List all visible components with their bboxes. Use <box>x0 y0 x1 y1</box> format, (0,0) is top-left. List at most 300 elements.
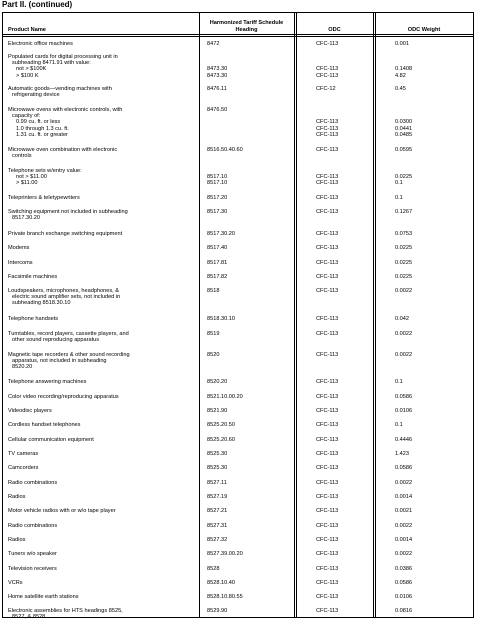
odc-cell <box>316 451 338 457</box>
odc-cell-value: CFC-113 <box>316 566 339 572</box>
odc-cell-value: CFC-113 <box>316 523 339 529</box>
odc-weight-cell <box>395 465 412 471</box>
odc-weight-cell <box>395 422 403 428</box>
odc-weight-cell-value: 0.0586 <box>395 394 413 400</box>
odc-cell <box>316 168 338 187</box>
hts-cell-value: 8517.40 <box>207 245 228 251</box>
odc-weight-cell-value: 0.1 <box>395 422 403 428</box>
odc-cell <box>316 437 338 443</box>
hts-cell <box>207 54 227 79</box>
odc-cell <box>316 41 338 47</box>
odc-weight-cell-value: 0.0753 <box>395 231 413 237</box>
odc-weight-cell <box>395 54 412 79</box>
odc-cell <box>316 480 338 486</box>
odc-weight-cell <box>395 352 412 358</box>
odc-cell <box>316 245 338 251</box>
hts-cell-value <box>207 132 227 138</box>
odc-cell-value: CFC-113 <box>316 451 339 457</box>
product-line: Camcorders <box>8 465 39 471</box>
product-name-cell <box>8 41 198 47</box>
table-header <box>3 13 473 37</box>
hts-cell <box>207 608 227 614</box>
product-line: Telephone answering machines <box>8 379 87 385</box>
product-line: VCRs <box>8 580 23 586</box>
hts-cell-value: 8517.30 <box>207 209 228 215</box>
column-divider <box>294 13 297 617</box>
odc-cell <box>316 107 338 138</box>
hts-cell <box>207 566 219 572</box>
odc-cell <box>316 608 338 614</box>
hts-cell-value: 8528.10.80.55 <box>207 594 243 600</box>
hts-cell <box>207 331 219 337</box>
hts-cell-value: 8519 <box>207 331 220 337</box>
hts-cell-value: 8517.10 <box>207 174 228 181</box>
product-name-cell <box>8 437 198 443</box>
odc-weight-cell <box>395 451 409 457</box>
product-name-cell <box>8 394 198 400</box>
product-name-cell <box>8 209 198 221</box>
odc-weight-cell-value: 0.0816 <box>395 608 413 614</box>
odc-cell <box>316 537 338 543</box>
odc-weight-cell-value: 0.0441 <box>395 125 413 132</box>
product-line: not > $11.00 <box>16 174 47 181</box>
hts-cell-value: 8525.30 <box>207 451 228 457</box>
odc-weight-cell-value: 0.0106 <box>395 594 413 600</box>
odc-weight-cell-value: 0.1408 <box>395 66 413 73</box>
odc-cell-value: CFC-113 <box>316 551 339 557</box>
odc-weight-cell <box>395 288 412 294</box>
odc-weight-cell <box>395 580 412 586</box>
odc-weight-cell-value: 0.042 <box>395 316 409 322</box>
product-line: subheading 8518.30.10 <box>12 300 71 307</box>
product-name-cell <box>8 408 198 414</box>
odc-weight-cell-value: 0.0300 <box>395 119 413 126</box>
product-name-cell <box>8 195 198 201</box>
odc-weight-cell-value: 0.0386 <box>395 566 413 572</box>
product-line: 0.99 cu. ft. or less <box>16 119 61 126</box>
odc-cell <box>316 408 338 414</box>
odc-cell-value: CFC-113 <box>316 494 339 500</box>
product-line: 8520.20 <box>12 364 33 371</box>
hts-cell-value: 8528 <box>207 566 220 572</box>
hts-cell <box>207 107 227 138</box>
odc-weight-cell-value: 0.0225 <box>395 174 413 181</box>
hts-cell <box>207 316 235 322</box>
product-line: Intercoms <box>8 260 33 266</box>
header-hts: Harmonized Tariff Schedule Heading <box>209 20 284 33</box>
product-line: capacity of: <box>12 113 41 120</box>
hts-cell-value: 8473.30 <box>207 66 228 73</box>
product-name-cell <box>8 566 198 572</box>
odc-weight-cell <box>395 494 412 500</box>
product-name-cell <box>8 316 198 322</box>
hts-cell <box>207 41 219 47</box>
product-line: Teleprinters & teletypewriters <box>8 195 80 201</box>
product-line: Radios <box>8 494 26 500</box>
odc-weight-cell-value: 0.0225 <box>395 260 413 266</box>
product-name-cell <box>8 523 198 529</box>
hts-cell-value: 8525.30 <box>207 465 228 471</box>
product-name-cell <box>8 580 198 586</box>
hts-cell-value: 8527.19 <box>207 494 228 500</box>
product-line: not > $100K <box>16 66 47 73</box>
odc-cell <box>316 54 338 79</box>
odc-cell <box>316 209 338 215</box>
odc-cell <box>316 580 338 586</box>
hts-cell-value: 8529.90 <box>207 608 228 614</box>
header-product: Product Name <box>8 26 46 33</box>
odc-cell <box>316 465 338 471</box>
odc-weight-cell <box>395 608 412 614</box>
product-line: refrigerating device <box>12 92 60 99</box>
hts-cell-value: 8518 <box>207 288 220 294</box>
odc-cell-value: CFC-113 <box>316 147 339 153</box>
odc-weight-cell-value: 0.0022 <box>395 331 413 337</box>
hts-cell-value: 8525.20.60 <box>207 437 235 443</box>
hts-cell <box>207 147 243 153</box>
product-line: controls <box>12 153 32 160</box>
hts-cell-value: 8527.31 <box>207 523 228 529</box>
odc-weight-cell-value: 0.4446 <box>395 437 413 443</box>
odc-weight-cell <box>395 379 403 385</box>
hts-cell-value: 8527.39.00.20 <box>207 551 243 557</box>
odc-cell <box>316 274 338 280</box>
column-divider <box>373 13 376 617</box>
product-line: Automatic goods—vending machines with <box>8 86 112 92</box>
odc-weight-cell <box>395 537 412 543</box>
product-line: Switching equipment not included in subheading <box>8 209 128 215</box>
odc-cell <box>316 551 338 557</box>
odc-weight-cell-value: 0.0022 <box>395 551 413 557</box>
hts-cell-value: 8521.10.00.20 <box>207 394 243 400</box>
product-name-cell <box>8 274 198 280</box>
product-name-cell <box>8 551 198 557</box>
product-line: apparatus, not included in subheading <box>12 358 107 365</box>
odc-weight-cell <box>395 316 409 322</box>
product-name-cell <box>8 508 198 514</box>
odc-cell-value: CFC-113 <box>316 66 339 73</box>
odc-cell <box>316 352 338 358</box>
odc-weight-cell-value: 0.0022 <box>395 352 413 358</box>
odc-cell-value: CFC-113 <box>316 245 339 251</box>
product-line: TV cameras <box>8 451 39 457</box>
hts-cell <box>207 451 227 457</box>
odc-cell-value: CFC-113 <box>316 231 339 237</box>
odc-cell-value: CFC-113 <box>316 316 339 322</box>
product-line: Radio combinations <box>8 523 58 529</box>
odc-weight-cell-value: 0.0022 <box>395 480 413 486</box>
hts-cell <box>207 379 227 385</box>
odc-cell-value: CFC-113 <box>316 331 339 337</box>
odc-cell-value: CFC-113 <box>316 379 339 385</box>
product-line: Loudspeakers, microphones, headphones, & <box>8 288 120 294</box>
hts-cell-value: 8517.82 <box>207 274 228 280</box>
product-name-cell <box>8 54 198 79</box>
product-line: Radios <box>8 537 26 543</box>
odc-weight-cell <box>395 508 412 514</box>
odc-weight-cell <box>395 551 412 557</box>
product-line: Facsimile machines <box>8 274 58 280</box>
odc-cell <box>316 422 338 428</box>
product-line: Private branch exchange switching equipment <box>8 231 123 237</box>
hts-cell-value: 8476.11 <box>207 86 227 92</box>
hts-cell-value: 8516.50.40.60 <box>207 147 243 153</box>
product-line: Motor vehicle radios with or w/o tape player <box>8 508 116 514</box>
hts-cell-value: 8517.81 <box>207 260 228 266</box>
odc-weight-cell-value: 1.423 <box>395 451 409 457</box>
odc-weight-cell <box>395 245 412 251</box>
odc-cell-value: CFC-113 <box>316 131 339 138</box>
product-name-cell <box>8 107 198 138</box>
odc-cell-value: CFC-113 <box>316 195 339 201</box>
product-line: 1.0 through 1.3 cu. ft. <box>16 125 69 132</box>
odc-weight-cell-value: 0.0225 <box>395 274 413 280</box>
odc-weight-cell <box>395 107 412 138</box>
odc-weight-cell <box>395 260 412 266</box>
product-line: other sound reproducing apparatus <box>12 337 100 344</box>
product-line: Radio combinations <box>8 480 58 486</box>
odc-cell-value: CFC-113 <box>316 465 339 471</box>
hts-cell <box>207 168 227 187</box>
odc-cell-value: CFC-113 <box>316 288 339 294</box>
product-line: > $100 K <box>16 72 39 79</box>
hts-cell-value: 8527.11 <box>207 480 227 486</box>
product-line: Telephone sets w/entry value: <box>8 168 82 174</box>
odc-weight-cell <box>395 480 412 486</box>
odc-weight-cell <box>395 408 412 414</box>
hts-cell <box>207 580 235 586</box>
hts-cell <box>207 422 235 428</box>
odc-cell <box>316 508 338 514</box>
odc-weight-cell <box>395 209 412 215</box>
odc-cell-value: CFC-113 <box>316 580 339 586</box>
odc-weight-cell-value: 0.1 <box>395 379 403 385</box>
product-name-cell <box>8 86 198 98</box>
odc-cell-value: CFC-113 <box>316 608 339 614</box>
odc-weight-cell-value: 0.001 <box>395 41 409 47</box>
odc-cell-value: CFC-113 <box>316 125 339 132</box>
odc-weight-cell-value: 0.0021 <box>395 508 413 514</box>
hts-cell <box>207 437 235 443</box>
product-name-cell <box>8 608 198 620</box>
odc-cell-value: CFC-113 <box>316 422 339 428</box>
odc-weight-cell-value: 4.82 <box>395 72 406 79</box>
product-line: Cordless handset telephones <box>8 422 81 428</box>
header-odc: ODC <box>328 26 341 33</box>
odc-cell-value: CFC-113 <box>316 174 339 181</box>
odc-weight-cell-value: 0.0485 <box>395 131 413 138</box>
odc-cell <box>316 394 338 400</box>
product-name-cell <box>8 260 198 266</box>
hts-cell-value: 8520 <box>207 352 220 358</box>
hts-cell <box>207 465 227 471</box>
odc-cell-value: CFC-113 <box>316 180 339 187</box>
product-name-cell <box>8 168 198 187</box>
product-line: 8517.30.20 <box>12 215 40 222</box>
column-divider <box>199 13 200 617</box>
odc-cell <box>316 86 336 92</box>
odc-weight-cell-value: 0.0022 <box>395 523 413 529</box>
hts-cell <box>207 260 227 266</box>
odc-weight-cell-value: 0.0586 <box>395 465 413 471</box>
hts-cell <box>207 394 243 400</box>
hts-cell <box>207 288 219 294</box>
product-line: 8527, & 8528 <box>12 614 46 621</box>
odc-weight-cell <box>395 566 412 572</box>
hts-cell <box>207 245 227 251</box>
odc-weight-cell-value: 0.0595 <box>395 147 413 153</box>
odc-weight-cell <box>395 437 412 443</box>
odc-cell <box>316 594 338 600</box>
product-name-cell <box>8 245 198 251</box>
product-name-cell <box>8 494 198 500</box>
odc-cell-value: CFC-113 <box>316 274 339 280</box>
product-name-cell <box>8 352 198 371</box>
product-line: Videodisc players <box>8 408 52 414</box>
odc-weight-cell-value: 0.1267 <box>395 209 413 215</box>
odc-cell-value: CFC-113 <box>316 508 339 514</box>
odc-table <box>2 12 474 621</box>
odc-cell <box>316 566 338 572</box>
odc-cell <box>316 195 338 201</box>
product-name-cell <box>8 288 198 307</box>
hts-cell-value: 8525.20.50 <box>207 422 235 428</box>
header-weight: ODC Weight <box>407 26 441 33</box>
hts-cell <box>207 86 227 92</box>
product-line: Turntables, record players, cassette players, and <box>8 331 129 337</box>
product-line: Microwave oven combination with electronic <box>8 147 118 153</box>
product-line: Tuners w/o speaker <box>8 551 57 557</box>
product-line: Modems <box>8 245 30 251</box>
product-line: electric sound amplifier sets, not included in <box>12 294 121 301</box>
product-line: subheading 8471.91 with value: <box>12 60 91 67</box>
hts-cell-value: 8517.30.20 <box>207 231 235 237</box>
hts-cell <box>207 480 227 486</box>
odc-cell-value: CFC-113 <box>316 209 339 215</box>
hts-cell-value: 8528.10.40 <box>207 580 235 586</box>
product-name-cell <box>8 231 198 237</box>
odc-cell <box>316 288 338 294</box>
hts-cell <box>207 195 227 201</box>
odc-cell-value: CFC-113 <box>316 408 339 414</box>
odc-weight-cell-value: 0.0014 <box>395 537 413 543</box>
odc-weight-cell <box>395 168 412 187</box>
product-name-cell <box>8 422 198 428</box>
odc-weight-cell <box>395 594 412 600</box>
hts-cell <box>207 274 227 280</box>
odc-cell <box>316 379 338 385</box>
hts-cell-value: 8517.20 <box>207 195 228 201</box>
odc-cell-value: CFC-113 <box>316 594 339 600</box>
odc-cell <box>316 260 338 266</box>
hts-cell-value: 8473.30 <box>207 72 228 79</box>
odc-weight-cell-value: 0.45 <box>395 86 406 92</box>
odc-cell <box>316 331 338 337</box>
product-line: Color video recording/reproducing apparatus <box>8 394 119 400</box>
odc-cell-value: CFC-113 <box>316 260 339 266</box>
odc-cell <box>316 494 338 500</box>
hts-cell-value: 8521.90 <box>207 408 228 414</box>
odc-weight-cell <box>395 394 412 400</box>
hts-cell <box>207 494 227 500</box>
odc-weight-cell <box>395 147 412 153</box>
product-line: Electronic office machines <box>8 41 73 47</box>
product-name-cell <box>8 480 198 486</box>
product-name-cell <box>8 379 198 385</box>
product-line: Magnetic tape recorders & other sound recording <box>8 352 130 358</box>
odc-cell-value: CFC-113 <box>316 41 339 47</box>
odc-weight-cell-value: 0.0225 <box>395 245 413 251</box>
odc-weight-cell <box>395 231 412 237</box>
odc-weight-cell <box>395 274 412 280</box>
odc-weight-cell <box>395 41 409 47</box>
hts-cell <box>207 209 227 215</box>
product-name-cell <box>8 331 198 343</box>
hts-cell-value: 8517.10 <box>207 180 228 187</box>
hts-cell-value: 8472 <box>207 41 220 47</box>
hts-cell-value: 8527.32 <box>207 537 228 543</box>
odc-cell-value: CFC-113 <box>316 437 339 443</box>
odc-weight-cell <box>395 523 412 529</box>
hts-cell-value: 8520.20 <box>207 379 228 385</box>
product-name-cell <box>8 147 198 159</box>
odc-cell <box>316 523 338 529</box>
hts-cell <box>207 594 243 600</box>
hts-cell <box>207 352 219 358</box>
product-name-cell <box>8 451 198 457</box>
product-line: Cellular communication equipment <box>8 437 94 443</box>
hts-cell <box>207 537 227 543</box>
odc-weight-cell-value: 0.0106 <box>395 408 413 414</box>
part-title: Part II. (continued) <box>2 0 73 9</box>
odc-cell-value: CFC-113 <box>316 480 339 486</box>
odc-cell-value: CFC-113 <box>316 119 339 126</box>
odc-weight-cell <box>395 86 406 92</box>
odc-weight-cell <box>395 331 412 337</box>
product-line: Television receivers <box>8 566 57 572</box>
hts-cell-value: 8527.21 <box>207 508 228 514</box>
odc-weight-cell-value: 0.0014 <box>395 494 413 500</box>
odc-cell-value: CFC-113 <box>316 394 339 400</box>
product-name-cell <box>8 537 198 543</box>
hts-cell <box>207 551 243 557</box>
product-name-cell <box>8 594 198 600</box>
product-line: Electronic assemblies for HTS headings 8525, <box>8 608 123 614</box>
odc-weight-cell-value: 0.1 <box>395 180 403 187</box>
product-line: Telephone handsets <box>8 316 59 322</box>
odc-cell-value: CFC-12 <box>316 86 336 92</box>
product-line: Home satellite earth stations <box>8 594 79 600</box>
product-line: Microwave ovens with electronic controls, with <box>8 107 123 113</box>
odc-cell-value: CFC-113 <box>316 352 339 358</box>
product-line: Populated cards for digital processing unit in <box>8 54 118 60</box>
hts-cell <box>207 508 227 514</box>
odc-cell <box>316 316 338 322</box>
hts-cell <box>207 231 235 237</box>
odc-cell-value: CFC-113 <box>316 72 339 79</box>
product-name-cell <box>8 465 198 471</box>
odc-cell <box>316 231 338 237</box>
hts-cell <box>207 408 227 414</box>
odc-weight-cell-value: 0.0022 <box>395 288 413 294</box>
odc-weight-cell <box>395 195 403 201</box>
product-line: > $11.00 <box>16 180 38 187</box>
hts-cell-value: 8518.30.10 <box>207 316 235 322</box>
hts-cell <box>207 523 227 529</box>
odc-weight-cell-value: 0.1 <box>395 195 403 201</box>
product-line: 1.31 cu. ft. or greater <box>16 131 68 138</box>
hts-cell-value: 8476.50 <box>207 107 228 113</box>
